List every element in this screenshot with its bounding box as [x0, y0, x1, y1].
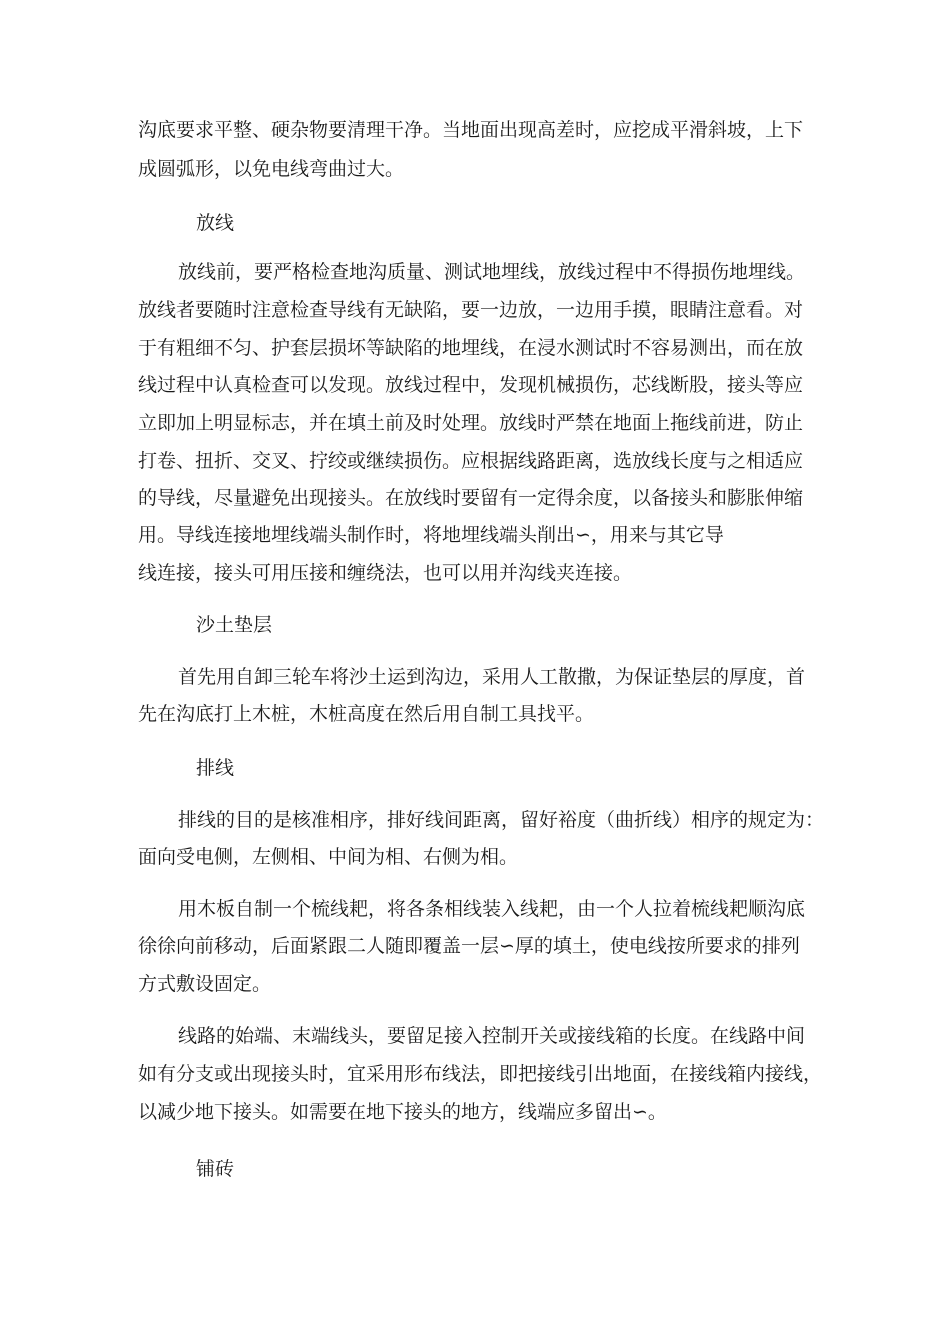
- paragraph-line: 的导线，尽量避免出现接头。在放线时要留有一定得余度，以备接头和膨胀伸缩: [138, 487, 804, 509]
- paragraph-line: 方式敷设固定。: [138, 973, 272, 995]
- paragraph-line: 以减少地下接头。如需要在地下接头的地方，线端应多留出∽。: [138, 1101, 667, 1123]
- paragraph-line: 徐徐向前移动，后面紧跟二人随即覆盖一层∽厚的填土，使电线按所要求的排列: [138, 935, 800, 957]
- paragraph-line: 立即加上明显标志，并在填土前及时处理。放线时严禁在地面上拖线前进，防止: [138, 412, 804, 434]
- paragraph-line: 面向受电侧，左侧相、中间为相、右侧为相。: [138, 846, 519, 868]
- paragraph-line: 线连接，接头可用压接和缠绕法，也可以用并沟线夹连接。: [138, 562, 633, 584]
- section-heading: 排线: [196, 757, 235, 779]
- paragraph-line: 于有粗细不匀、护套层损坏等缺陷的地埋线，在浸水测试时不容易测出，而在放: [138, 337, 804, 359]
- paragraph-line: 放线前，要严格检查地沟质量、测试地埋线，放线过程中不得损伤地埋线。: [178, 261, 806, 283]
- section-heading: 铺砖: [196, 1158, 235, 1180]
- paragraph-line: 如有分支或出现接头时，宜采用形布线法，即把接线引出地面，在接线箱内接线，: [138, 1063, 823, 1085]
- section-heading: 放线: [196, 212, 235, 234]
- paragraph-line: 首先用自卸三轮车将沙土运到沟边，采用人工散撒，为保证垫层的厚度，首: [178, 666, 806, 688]
- paragraph-line: 放线者要随时注意检查导线有无缺陷，要一边放，一边用手摸，眼睛注意看。对: [138, 299, 804, 321]
- section-heading: 沙土垫层: [196, 614, 273, 636]
- paragraph-line: 打卷、扭折、交叉、拧绞或继续损伤。应根据线路距离，选放线长度与之相适应: [138, 450, 804, 472]
- paragraph-line: 线路的始端、末端线头，要留足接入控制开关或接线箱的长度。在线路中间: [178, 1025, 806, 1047]
- paragraph-line: 线过程中认真检查可以发现。放线过程中，发现机械损伤，芯线断股，接头等应: [138, 374, 804, 396]
- paragraph-line: 沟底要求平整、硬杂物要清理干净。当地面出现高差时，应挖成平滑斜坡，上下: [138, 119, 804, 141]
- paragraph-line: 用木板自制一个梳线耙，将各条相线装入线耙，由一个人拉着梳线耙顺沟底: [178, 898, 806, 920]
- paragraph-line: 先在沟底打上木桩，木桩高度在然后用自制工具找平。: [138, 703, 595, 725]
- paragraph-line: 排线的目的是核准相序，排好线间距离，留好裕度（曲折线）相序的规定为：: [178, 809, 825, 831]
- paragraph-line: 用。导线连接地埋线端头制作时，将地埋线端头削出∽，用来与其它导: [138, 524, 724, 546]
- paragraph-line: 成圆弧形，以免电线弯曲过大。: [138, 158, 405, 180]
